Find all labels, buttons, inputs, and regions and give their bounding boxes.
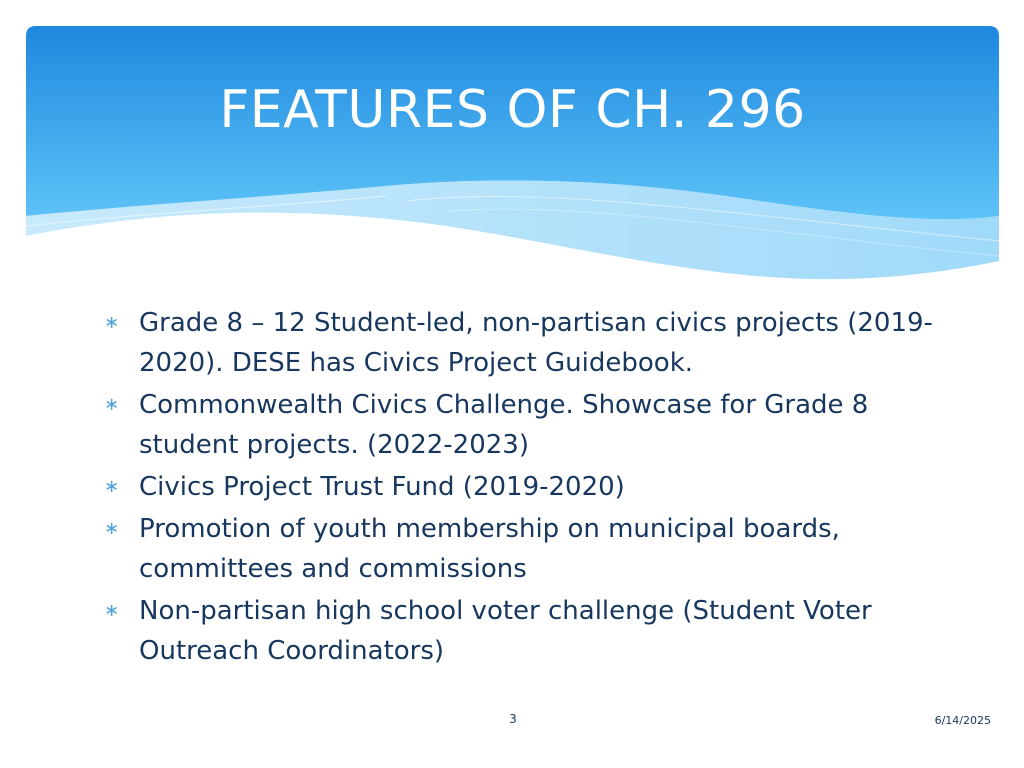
- bullet-item: [104, 467, 934, 507]
- asterisk-bullet-icon: ∗: [104, 518, 120, 539]
- bullet-item: [104, 591, 934, 671]
- wave-graphic: [26, 26, 999, 286]
- slide-title: FEATURES OF CH. 296: [219, 80, 806, 140]
- bullet-list: [104, 303, 934, 673]
- asterisk-bullet-icon: ∗: [104, 600, 120, 621]
- asterisk-bullet-icon: ∗: [104, 476, 120, 497]
- footer-date: 6/14/2025: [934, 714, 991, 727]
- bullet-text: Commonwealth Civics Challenge. Showcase for Grade 8 student projects. (2022-2023): [139, 390, 869, 460]
- bullet-item: [104, 509, 934, 589]
- bullet-text: Civics Project Trust Fund (2019-2020): [139, 472, 625, 502]
- header-wave-banner: [26, 26, 999, 286]
- asterisk-bullet-icon: ∗: [104, 394, 120, 415]
- page-number: 3: [509, 712, 517, 726]
- asterisk-bullet-icon: ∗: [104, 312, 120, 333]
- bullet-text: Promotion of youth membership on municipal boards, committees and commissions: [139, 514, 840, 584]
- bullet-text: Grade 8 – 12 Student-led, non-partisan civics projects (2019-2020). DESE has Civics Project Guidebook.: [139, 308, 933, 378]
- bullet-text: Non-partisan high school voter challenge (Student Voter Outreach Coordinators): [139, 596, 872, 666]
- bullet-item: [104, 303, 934, 383]
- bullet-item: [104, 385, 934, 465]
